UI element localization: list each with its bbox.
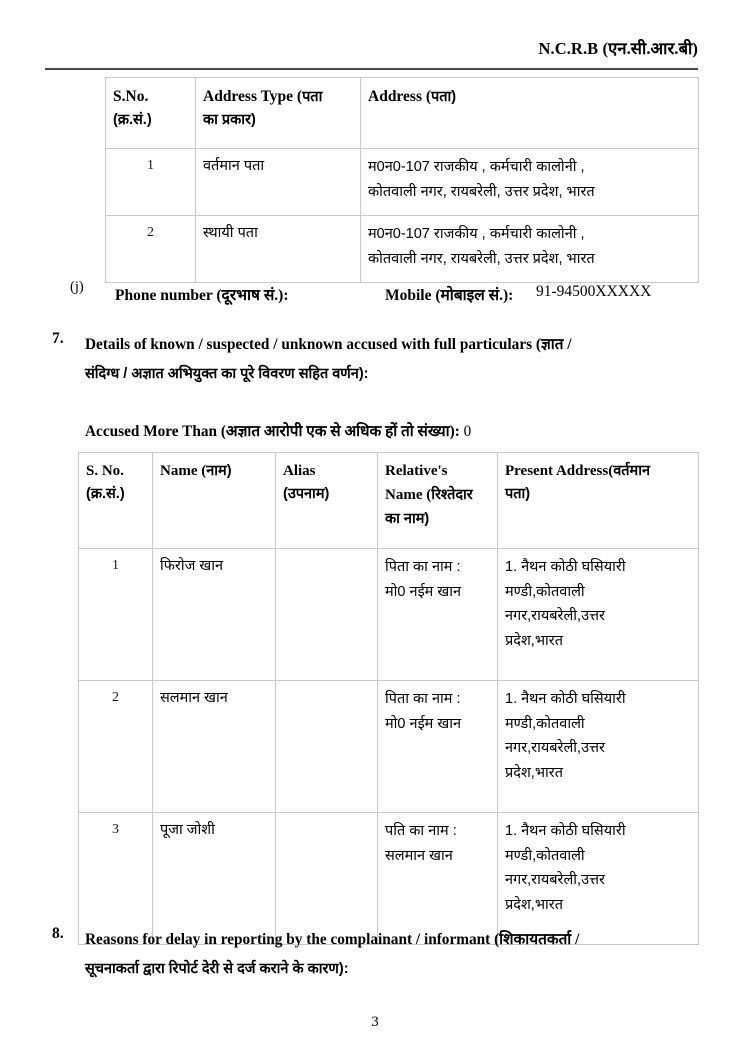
column-header-address-type-hi1: पता bbox=[302, 89, 323, 105]
cell-present-address-line3: नगर,रायबरेली,उत्तर bbox=[505, 740, 605, 757]
table-row bbox=[79, 549, 699, 681]
cell-alias bbox=[276, 681, 378, 813]
column-header-address bbox=[361, 78, 699, 149]
column-header-present-address-en: Present Address( bbox=[505, 463, 614, 479]
column-header-present-address-hi2: पता) bbox=[505, 486, 531, 503]
table-header-row bbox=[106, 78, 699, 149]
cell-relatives-name-line1: पति का नाम : bbox=[385, 823, 457, 839]
cell-present-address-line1: 1. नैथन कोठी घसियारी bbox=[505, 559, 626, 575]
header-divider bbox=[45, 68, 698, 70]
column-header-address-en: Address ( bbox=[368, 88, 432, 105]
cell-serial-number: 1 bbox=[79, 549, 153, 681]
cell-address-line1: म0न0-107 राजकीय , कर्मचारी कालोनी , bbox=[368, 226, 585, 242]
column-header-relatives-name bbox=[378, 453, 498, 549]
cell-address-line2: कोतवाली नगर, रायबरेली, उत्तर प्रदेश, भारत bbox=[368, 250, 595, 267]
cell-present-address-line2: मण्डी,कोतवाली bbox=[505, 715, 585, 732]
column-header-alias-en: Alias bbox=[283, 463, 316, 479]
cell-relatives-name-line2: मो0 नईम खान bbox=[385, 583, 462, 600]
column-header-relatives-name-line2 bbox=[385, 483, 490, 507]
page-number: 3 bbox=[371, 1014, 379, 1030]
accused-more-than-label: Accused More Than (अज्ञात आरोपी एक से अधिक हों तो संख्या): bbox=[85, 423, 460, 440]
column-header-present-address bbox=[498, 453, 699, 549]
section-8-line2: सूचनाकर्ता द्वारा रिपोर्ट देरी से दर्ज कराने के कारण): bbox=[85, 960, 349, 977]
cell-relatives-name bbox=[378, 681, 498, 813]
cell-present-address-line4: प्रदेश,भारत bbox=[505, 764, 563, 781]
cell-present-address-line1: 1. नैथन कोठी घसियारी bbox=[505, 691, 626, 707]
section-7-text bbox=[85, 330, 702, 388]
document-header-title: N.C.R.B (एन.सी.आर.बी) bbox=[538, 39, 698, 58]
cell-alias bbox=[276, 549, 378, 681]
column-header-present-address-line1 bbox=[505, 459, 691, 483]
column-header-address-type bbox=[196, 78, 361, 149]
cell-present-address-line1: 1. नैथन कोठी घसियारी bbox=[505, 823, 626, 839]
cell-serial-number: 3 bbox=[79, 813, 153, 945]
column-header-alias bbox=[276, 453, 378, 549]
cell-address-line2: कोतवाली नगर, रायबरेली, उत्तर प्रदेश, भारत bbox=[368, 183, 595, 200]
cell-serial-number: 2 bbox=[79, 681, 153, 813]
cell-accused-name: सलमान खान bbox=[153, 681, 276, 813]
cell-present-address bbox=[498, 681, 699, 813]
column-header-alias-hi: (उपनाम) bbox=[283, 486, 330, 503]
phone-item-marker: (j) bbox=[70, 279, 84, 295]
section-7-number: 7. bbox=[52, 330, 64, 347]
cell-relatives-name-line2: मो0 नईम खान bbox=[385, 715, 462, 732]
section-8-text bbox=[85, 925, 702, 983]
cell-present-address-line4: प्रदेश,भारत bbox=[505, 896, 563, 913]
table-header-row bbox=[79, 453, 699, 549]
cell-serial-number: 1 bbox=[106, 149, 196, 216]
column-header-address-type-hi2: का प्रकार) bbox=[203, 112, 256, 129]
phone-number-label: Phone number (दूरभाष सं.): bbox=[115, 287, 289, 304]
column-header-serial-number-en: S.No. bbox=[113, 88, 149, 105]
accused-more-than-value: 0 bbox=[463, 423, 472, 440]
table-row bbox=[106, 216, 699, 283]
cell-address bbox=[361, 149, 699, 216]
cell-relatives-name-line1: पिता का नाम : bbox=[385, 559, 461, 575]
cell-present-address-line2: मण्डी,कोतवाली bbox=[505, 583, 585, 600]
cell-address-type: स्थायी पता bbox=[196, 216, 361, 283]
section-7-line2: संदिग्ध / अज्ञात अभियुक्त का पूरे विवरण सहित वर्णन): bbox=[85, 365, 369, 382]
section-8-number: 8. bbox=[52, 925, 64, 942]
section-8-line1: Reasons for delay in reporting by the complainant / informant (शिकायतकर्ता / bbox=[85, 931, 580, 948]
column-header-address-hi: पता) bbox=[431, 89, 457, 105]
cell-serial-number: 2 bbox=[106, 216, 196, 283]
cell-present-address-line3: नगर,रायबरेली,उत्तर bbox=[505, 872, 605, 889]
cell-present-address-line4: प्रदेश,भारत bbox=[505, 632, 563, 649]
column-header-relatives-name-en2: Name ( bbox=[385, 487, 432, 504]
section-8 bbox=[52, 925, 702, 983]
column-header-relatives-name-en1: Relative's bbox=[385, 463, 448, 479]
section-7 bbox=[52, 330, 702, 388]
cell-accused-name: फिरोज खान bbox=[153, 549, 276, 681]
column-header-name-hi: नाम) bbox=[206, 463, 232, 479]
cell-address-line1: म0न0-107 राजकीय , कर्मचारी कालोनी , bbox=[368, 159, 585, 175]
column-header-address-type-en: Address Type ( bbox=[203, 88, 303, 105]
cell-present-address bbox=[498, 549, 699, 681]
cell-relatives-name-line2: सलमान खान bbox=[385, 847, 453, 864]
table-row bbox=[79, 681, 699, 813]
column-header-serial-number-hi: (क्र.सं.) bbox=[113, 112, 152, 129]
cell-address-type: वर्तमान पता bbox=[196, 149, 361, 216]
cell-relatives-name bbox=[378, 549, 498, 681]
accused-more-than-row bbox=[85, 421, 471, 441]
column-header-serial-number bbox=[79, 453, 153, 549]
column-header-serial-number-en: S. No. bbox=[86, 463, 124, 479]
column-header-name-en: Name ( bbox=[160, 463, 207, 479]
cell-present-address-line3: नगर,रायबरेली,उत्तर bbox=[505, 608, 605, 625]
column-header-present-address-hi1: वर्तमान bbox=[613, 463, 651, 479]
column-header-serial-number bbox=[106, 78, 196, 149]
column-header-address-type-line1 bbox=[203, 84, 353, 109]
accused-table bbox=[78, 452, 699, 945]
mobile-number-label: Mobile (मोबाइल सं.): bbox=[385, 287, 514, 304]
cell-address bbox=[361, 216, 699, 283]
address-table bbox=[105, 77, 699, 283]
column-header-relatives-name-hi1: रिश्तेदार bbox=[431, 487, 473, 504]
cell-relatives-name-line1: पिता का नाम : bbox=[385, 691, 461, 707]
column-header-name bbox=[153, 453, 276, 549]
table-row bbox=[106, 149, 699, 216]
mobile-number-value: 91-94500XXXXX bbox=[536, 283, 652, 300]
cell-accused-name: पूजा जोशी bbox=[153, 813, 276, 945]
section-7-line1: Details of known / suspected / unknown accused with full particulars (ज्ञात / bbox=[85, 336, 572, 353]
column-header-serial-number-hi: (क्र.सं.) bbox=[86, 486, 125, 503]
cell-present-address-line2: मण्डी,कोतवाली bbox=[505, 847, 585, 864]
column-header-relatives-name-hi2: का नाम) bbox=[385, 510, 430, 527]
